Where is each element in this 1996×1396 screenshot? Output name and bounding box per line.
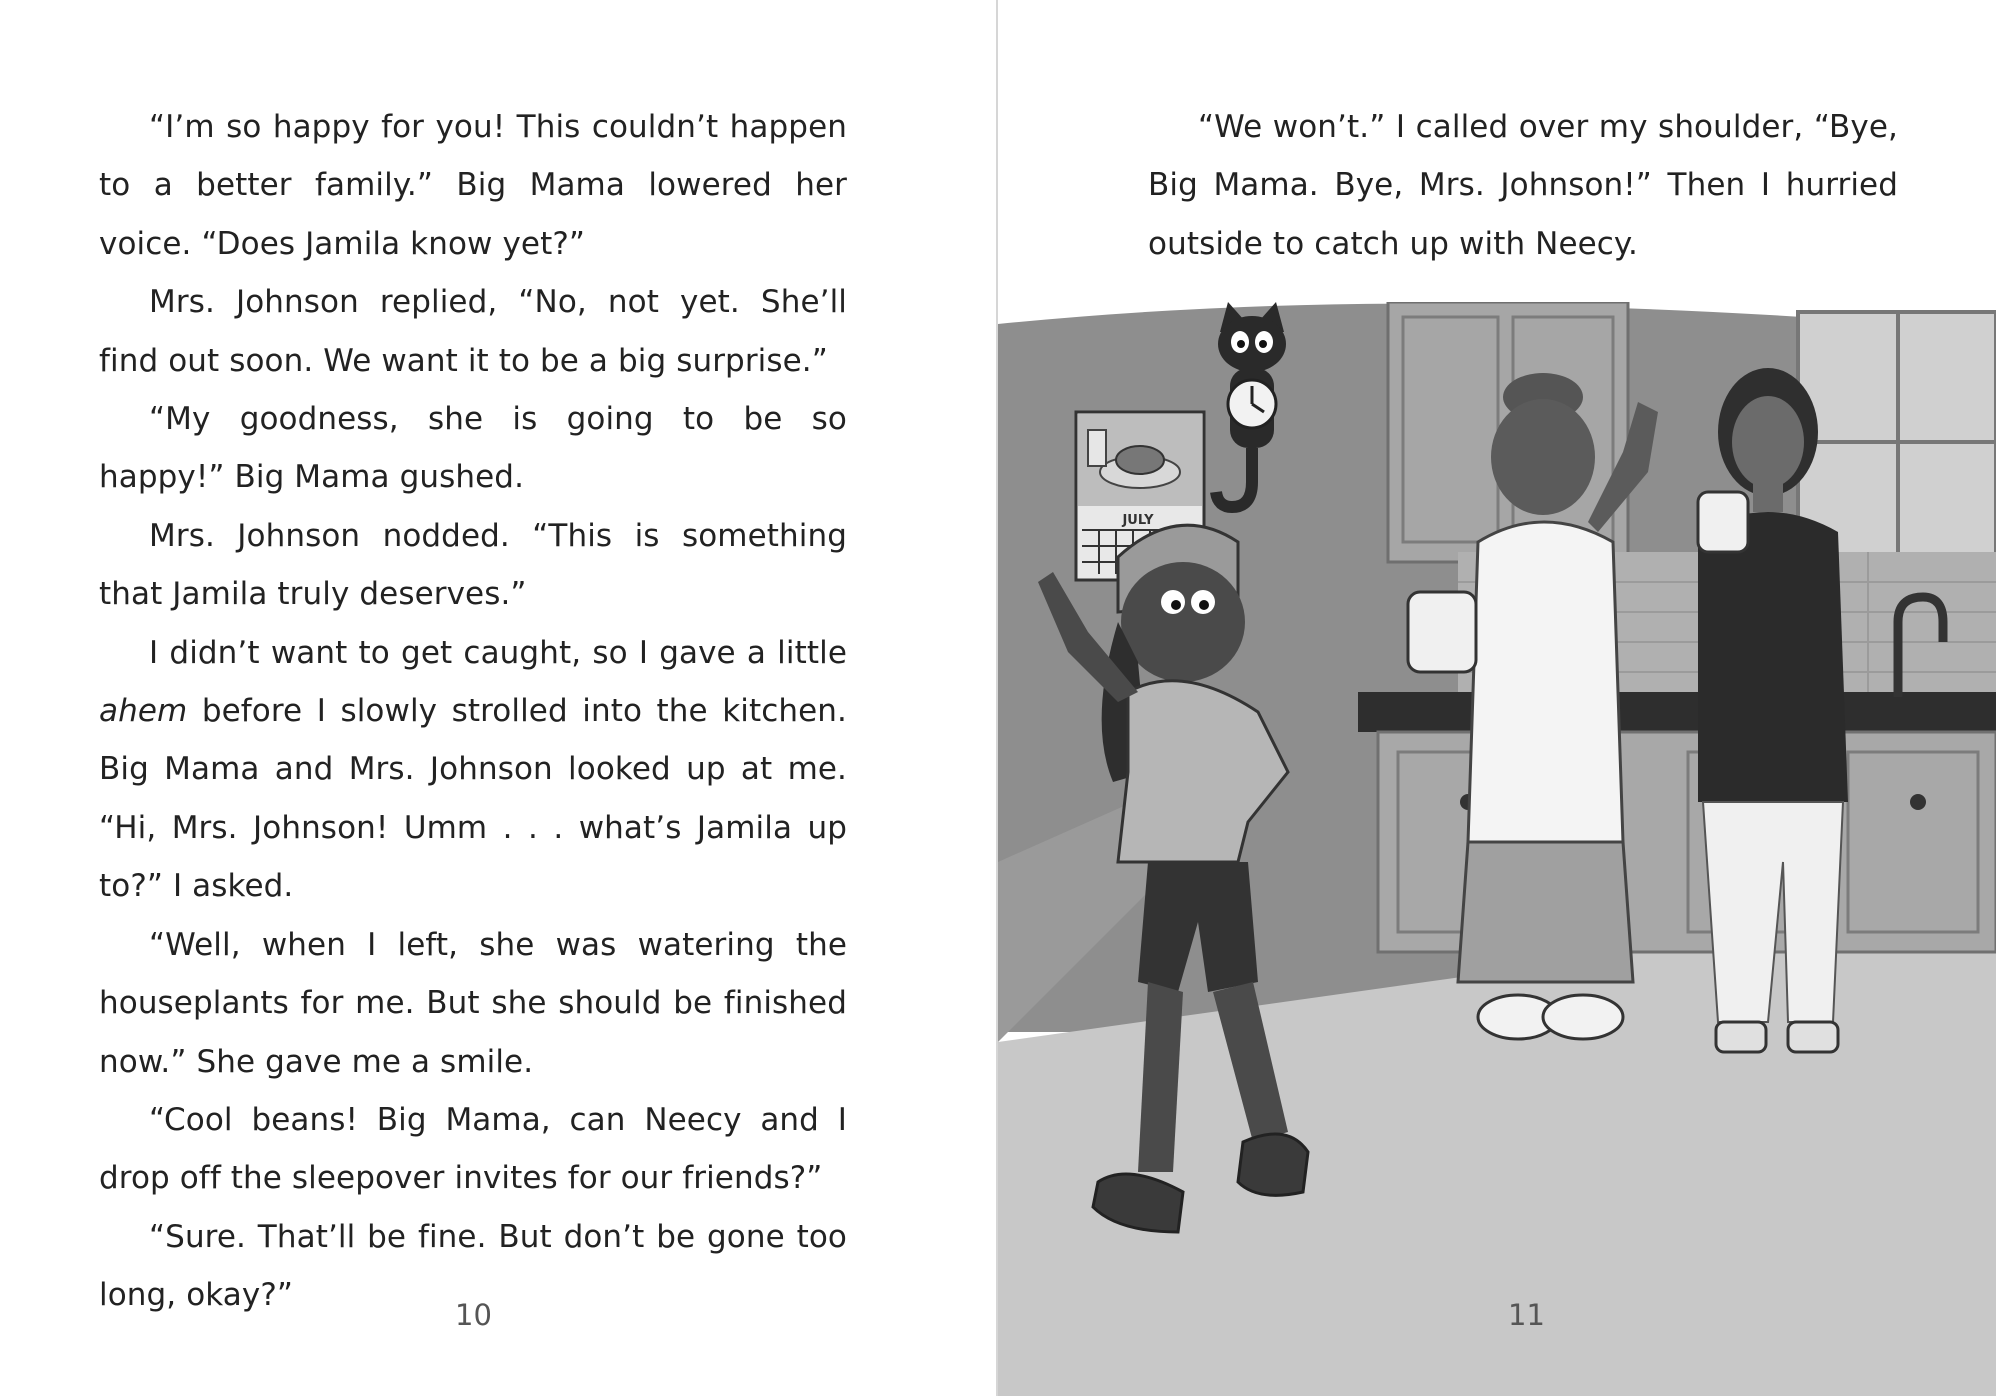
paragraph: Mrs. Johnson nodded. “This is something that Jamila truly deserves.” [99, 517, 847, 613]
paragraph [99, 624, 847, 916]
left-page [0, 0, 996, 1396]
paragraph-text: before I slowly strolled into the kitchen. Big Mama and Mrs. Johnson looked up at me. “Hi, Mrs. Johnson! Umm . . . what’s Jamila up to?” I asked. [99, 693, 847, 905]
countertop [1358, 692, 1996, 732]
page-number: 11 [1508, 1298, 1545, 1332]
right-page-text [1148, 98, 1898, 273]
left-page-text [99, 98, 847, 1325]
paragraph: Mrs. Johnson replied, “No, not yet. She’ll find out soon. We want it to be a big surprise.” [99, 284, 847, 379]
paragraph: “Cool beans! Big Mama, can Neecy and I drop off the sleepover invites for our friends?” [99, 1101, 847, 1197]
paragraph: “Well, when I left, she was watering the houseplants for me. But she should be finished now.” She gave me a smile. [99, 926, 847, 1080]
paragraph: “My goodness, she is going to be so happy!” Big Mama gushed. [99, 401, 847, 496]
paragraph-text: I didn’t want to get caught, so I gave a little [149, 634, 847, 671]
emphasis-text: ahem [99, 693, 188, 730]
page-number: 10 [455, 1298, 492, 1332]
paragraph: “We won’t.” I called over my shoulder, “Bye, Big Mama. Bye, Mrs. Johnson!” Then I hurried outside to catch up with Neecy. [1148, 109, 1898, 262]
paragraph: “Sure. That’ll be fine. But don’t be gone too long, okay?” [99, 1218, 847, 1314]
calendar-month-label: JULY [1122, 513, 1154, 528]
paragraph: “I’m so happy for you! This couldn’t happen to a better family.” Big Mama lowered her voice. “Does Jamila know yet?” [99, 109, 847, 262]
kitchen-illustration [998, 302, 1996, 1396]
right-page [998, 0, 1996, 1396]
